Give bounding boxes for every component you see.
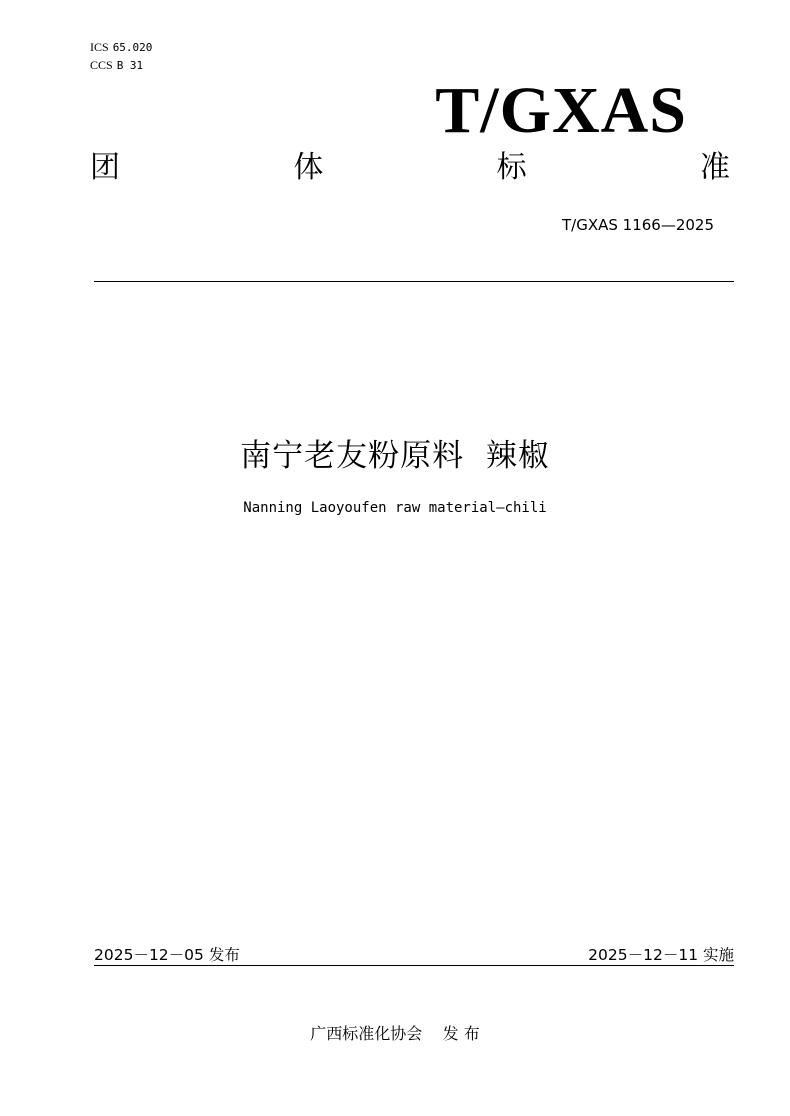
standard-code: T/GXAS 1166—2025 xyxy=(561,216,714,234)
standard-type-banner xyxy=(90,150,730,185)
banner-char: 准 xyxy=(699,150,730,185)
ccs-value: B 31 xyxy=(116,59,144,72)
ccs-label: CCS xyxy=(90,58,113,72)
ics-value: 65.020 xyxy=(112,41,153,54)
standard-logo: T/GXAS xyxy=(435,74,687,147)
ics-classification xyxy=(90,40,152,55)
ics-label: ICS xyxy=(90,40,109,54)
issue-date: 2025－12－05 发布 xyxy=(94,946,240,964)
publisher: 广西标准化协会 发 布 xyxy=(310,1024,480,1043)
banner-char: 标 xyxy=(496,150,527,185)
top-divider xyxy=(94,281,734,282)
effective-date: 2025－12－11 实施 xyxy=(588,946,734,964)
banner-char: 体 xyxy=(293,150,324,185)
document-title: 南宁老友粉原料 辣椒 xyxy=(240,438,550,474)
banner-char: 团 xyxy=(90,150,120,185)
ccs-classification xyxy=(90,58,143,73)
bottom-divider xyxy=(94,965,734,966)
document-title-english: Nanning Laoyoufen raw material—chili xyxy=(243,500,547,516)
